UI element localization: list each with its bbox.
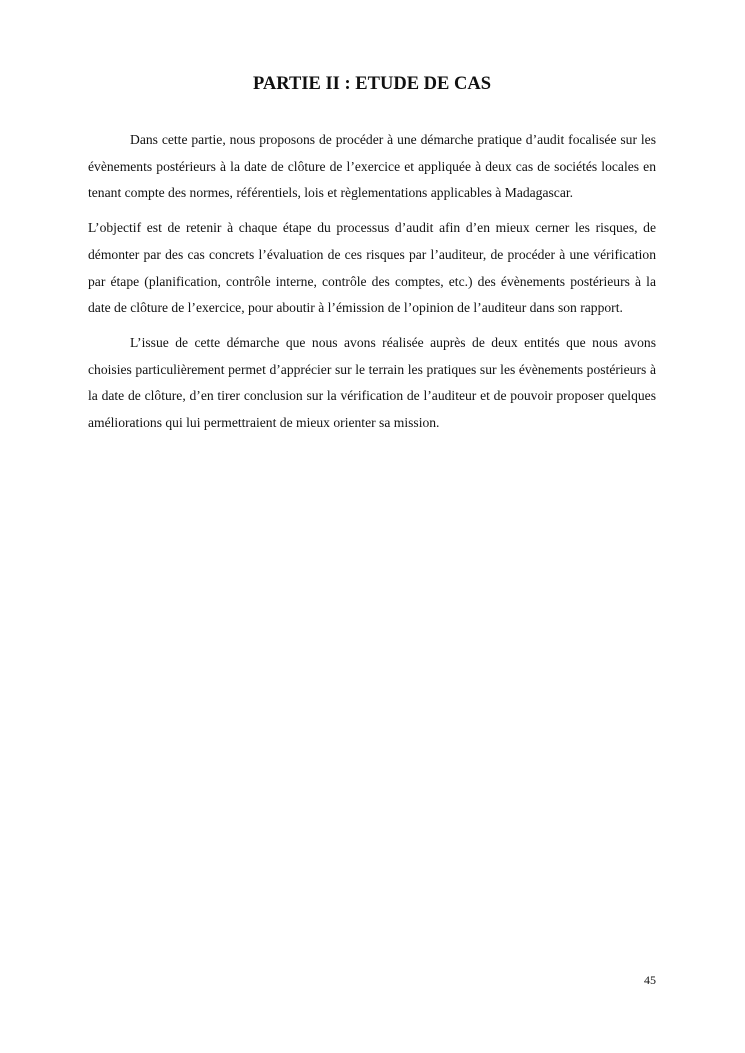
page-number: 45: [644, 973, 656, 987]
paragraph-outcome: L’issue de cette démarche que nous avons réalisée auprès de deux entités que nous avons choisies particulièrement permet d’apprécier sur le terrain les pratiques sur les évènements postérieurs à la date de clôture, d’en tirer conclusion sur la vérification de l’auditeur et de pouvoir proposer quelques améliorations qui lui permettraient de mieux orienter sa mission.: [88, 334, 656, 431]
paragraph-objective: L’objectif est de retenir à chaque étape du processus d’audit afin d’en mieux cerner les risques, de démonter par des cas concrets l’évaluation de ces risques par l’auditeur, de procéder à une vérification par étape (planification, contrôle interne, contrôle des comptes, etc.) des évènements postérieurs à la date de clôture de l’exercice, pour aboutir à l’émission de l’opinion de l’auditeur dans son rapport.: [88, 220, 656, 316]
page-title: PARTIE II : ETUDE DE CAS: [252, 74, 491, 94]
body-text: [88, 127, 656, 445]
paragraph-intro: Dans cette partie, nous proposons de procéder à une démarche pratique d’audit focalisée sur les évènements postérieurs à la date de clôture de l’exercice et appliquée à deux cas de sociétés locales en tenant compte des normes, référentiels, lois et règlementations applicables à Madagascar.: [88, 132, 656, 201]
